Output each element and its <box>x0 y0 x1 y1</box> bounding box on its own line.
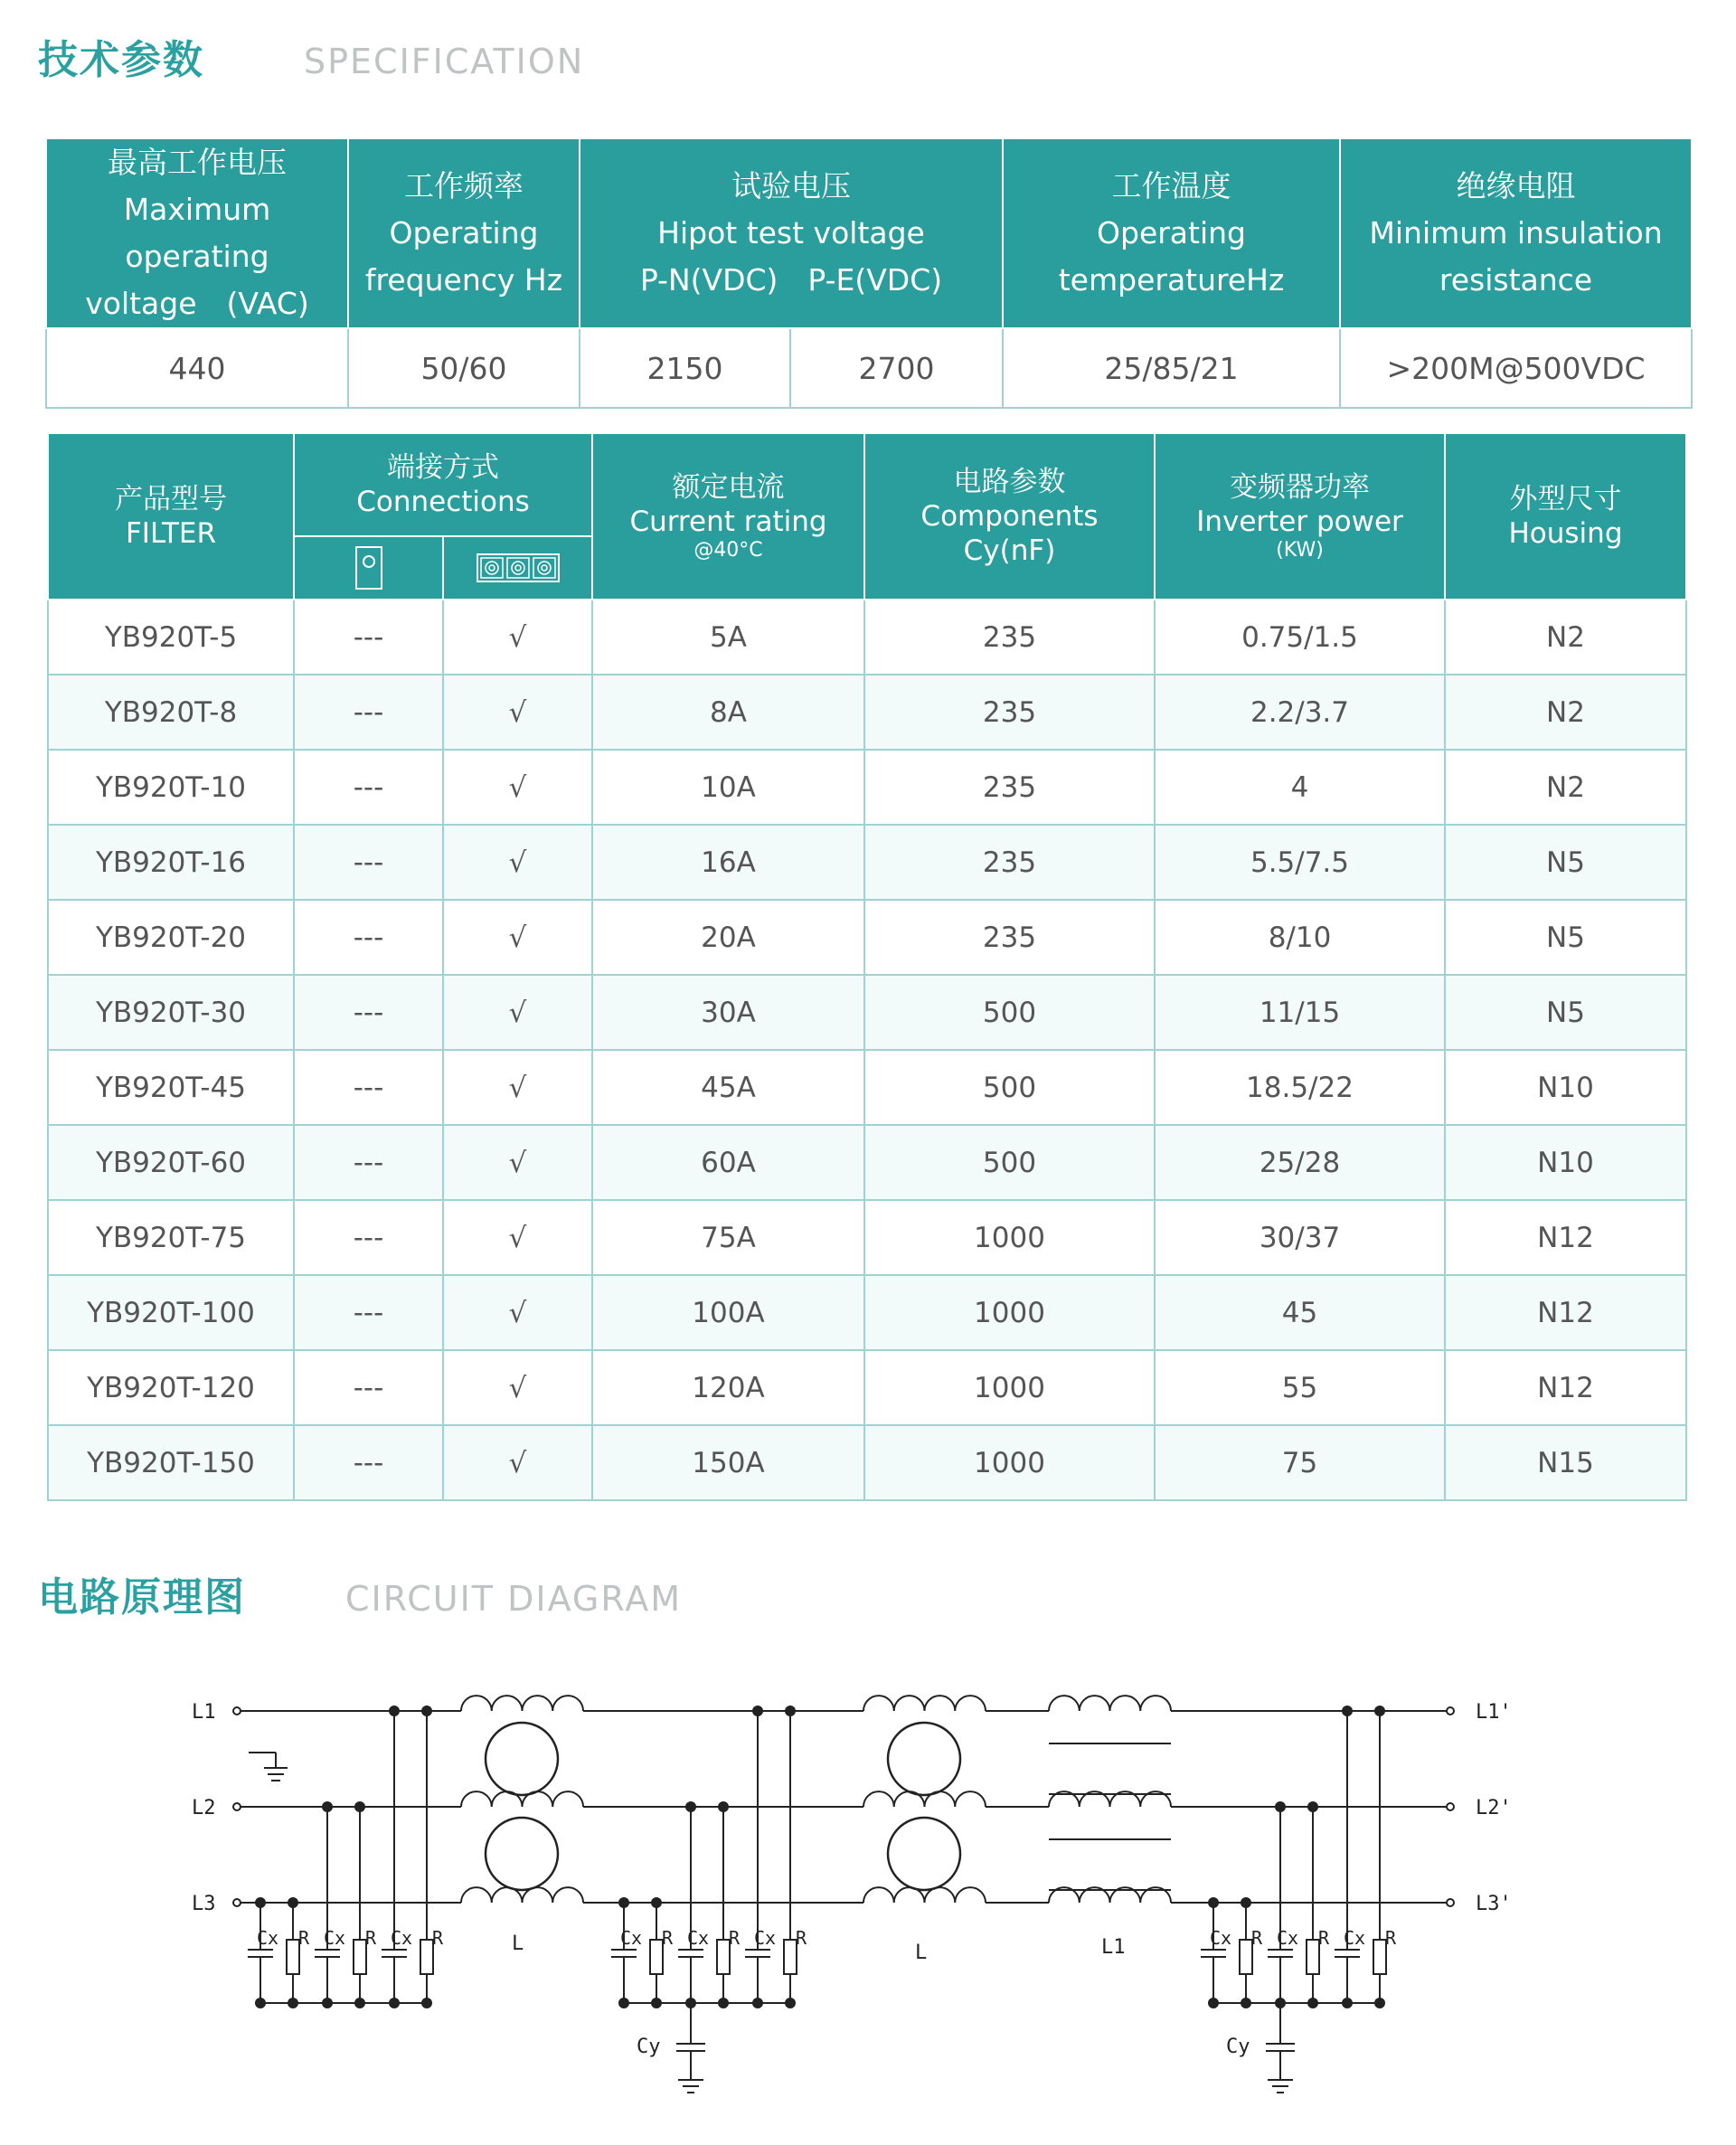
cell-conn-2: √ <box>443 900 592 975</box>
cell-power: 75 <box>1155 1425 1445 1500</box>
cell-conn-1: --- <box>294 600 443 675</box>
cell-model: YB920T-5 <box>48 600 294 675</box>
resistor <box>420 1940 433 1974</box>
junction-dot <box>288 1998 298 2008</box>
cx-label: Cx <box>324 1927 346 1949</box>
cell-model: YB920T-8 <box>48 675 294 750</box>
cell-conn-1: --- <box>294 750 443 825</box>
cell-power: 11/15 <box>1155 975 1445 1050</box>
cell-conn-2: √ <box>443 1275 592 1350</box>
cell-cy: 235 <box>864 675 1155 750</box>
cell-model: YB920T-150 <box>48 1425 294 1500</box>
junction-dot <box>322 1998 333 2008</box>
cell-conn-1: --- <box>294 1275 443 1350</box>
resistor <box>784 1940 797 1974</box>
cell-power: 0.75/1.5 <box>1155 600 1445 675</box>
table-row <box>48 900 1686 975</box>
inductor-coil <box>1049 1696 1171 1711</box>
header-connections: 端接方式 Connections <box>294 433 592 536</box>
product-table <box>47 432 1687 1501</box>
junction-dot <box>718 1998 729 2008</box>
junction-dot <box>1241 1998 1251 2008</box>
cell-cy: 1000 <box>864 1350 1155 1425</box>
inductor-label-1: L <box>512 1932 524 1955</box>
triple-terminal-icon <box>476 553 560 582</box>
cell-current: 30A <box>592 975 864 1050</box>
cell-housing: N2 <box>1445 600 1686 675</box>
cell-power: 5.5/7.5 <box>1155 825 1445 900</box>
r-label: R <box>796 1927 807 1949</box>
cell-conn-1: --- <box>294 1350 443 1425</box>
output-label-2: L2' <box>1476 1797 1512 1819</box>
cell-current: 45A <box>592 1050 864 1125</box>
table-row <box>48 1275 1686 1350</box>
resistor <box>354 1940 366 1974</box>
cy-label: Cy <box>1226 2036 1250 2058</box>
input-label-1: L1 <box>192 1701 216 1724</box>
output-terminal <box>1447 1707 1454 1715</box>
cell-conn-2: √ <box>443 1350 592 1425</box>
cell-power: 25/28 <box>1155 1125 1445 1200</box>
choke-core <box>486 1723 558 1795</box>
single-terminal-icon <box>354 545 383 591</box>
cx-label: Cx <box>1210 1927 1232 1949</box>
junction-dot <box>785 1998 796 2008</box>
circuit-diagram <box>0 1646 1736 2116</box>
junction-dot <box>354 1998 365 2008</box>
inductor-label-3: L1 <box>1101 1936 1126 1959</box>
cell-power: 8/10 <box>1155 900 1445 975</box>
cell-housing: N12 <box>1445 1350 1686 1425</box>
cell-conn-2: √ <box>443 825 592 900</box>
connection-type-1 <box>294 536 443 600</box>
cell-conn-1: --- <box>294 1125 443 1200</box>
cell-cy: 235 <box>864 750 1155 825</box>
cell-housing: N2 <box>1445 750 1686 825</box>
inductor-coil <box>863 1791 986 1807</box>
r-label: R <box>1251 1927 1263 1949</box>
junction-dot <box>389 1998 400 2008</box>
cell-current: 75A <box>592 1200 864 1275</box>
input-label-3: L3 <box>192 1893 216 1915</box>
cell-cy: 1000 <box>864 1200 1155 1275</box>
resistor <box>717 1940 730 1974</box>
cell-conn-2: √ <box>443 750 592 825</box>
cell-power: 4 <box>1155 750 1445 825</box>
cell-conn-2: √ <box>443 975 592 1050</box>
table-row <box>48 1050 1686 1125</box>
cell-housing: N5 <box>1445 975 1686 1050</box>
circuit-title-cn: 电路原理图 <box>38 1574 246 1621</box>
circuit-title-en: CIRCUIT DIAGRAM <box>345 1579 682 1619</box>
cell-housing: N2 <box>1445 675 1686 750</box>
resistor <box>1307 1940 1319 1974</box>
cell-conn-2: √ <box>443 600 592 675</box>
cell-cy: 1000 <box>864 1425 1155 1500</box>
cell-current: 60A <box>592 1125 864 1200</box>
spec-table <box>45 137 1693 409</box>
inductor-coil <box>461 1696 583 1711</box>
resistor <box>1373 1940 1386 1974</box>
cell-current: 150A <box>592 1425 864 1500</box>
cell-model: YB920T-10 <box>48 750 294 825</box>
cx-label: Cx <box>1344 1927 1366 1949</box>
table-row <box>48 1350 1686 1425</box>
cell-conn-1: --- <box>294 825 443 900</box>
r-label: R <box>1318 1927 1330 1949</box>
header-inverter-power: 变频器功率 Inverter power (KW) <box>1155 433 1445 600</box>
cx-label: Cx <box>687 1927 710 1949</box>
cell-housing: N10 <box>1445 1050 1686 1125</box>
spec-value-frequency: 50/60 <box>348 328 580 408</box>
header-current: 额定电流 Current rating @40°C <box>592 433 864 600</box>
cell-current: 10A <box>592 750 864 825</box>
circuit-section-title <box>38 1564 682 1622</box>
cell-cy: 500 <box>864 1050 1155 1125</box>
resistor <box>1240 1940 1252 1974</box>
table-row <box>48 1125 1686 1200</box>
cell-power: 18.5/22 <box>1155 1050 1445 1125</box>
cell-housing: N15 <box>1445 1425 1686 1500</box>
cell-model: YB920T-20 <box>48 900 294 975</box>
header-components: 电路参数 Components Cy(nF) <box>864 433 1155 600</box>
output-terminal <box>1447 1899 1454 1906</box>
cx-label: Cx <box>620 1927 643 1949</box>
input-terminal <box>233 1707 241 1715</box>
cell-model: YB920T-120 <box>48 1350 294 1425</box>
spec-title-cn: 技术参数 <box>38 37 204 83</box>
choke-core <box>888 1818 960 1890</box>
output-label-1: L1' <box>1476 1701 1512 1724</box>
cx-label: Cx <box>391 1927 413 1949</box>
cell-current: 16A <box>592 825 864 900</box>
junction-dot <box>651 1998 662 2008</box>
cx-label: Cx <box>257 1927 279 1949</box>
table-row <box>48 600 1686 675</box>
table-row <box>48 750 1686 825</box>
cell-conn-1: --- <box>294 1425 443 1500</box>
choke-core <box>888 1723 960 1795</box>
cell-housing: N12 <box>1445 1275 1686 1350</box>
table-row <box>48 1200 1686 1275</box>
cell-conn-2: √ <box>443 1125 592 1200</box>
cx-label: Cx <box>1277 1927 1299 1949</box>
cell-cy: 500 <box>864 975 1155 1050</box>
junction-dot <box>255 1998 266 2008</box>
cell-model: YB920T-60 <box>48 1125 294 1200</box>
cell-model: YB920T-45 <box>48 1050 294 1125</box>
cell-housing: N5 <box>1445 825 1686 900</box>
cell-cy: 1000 <box>864 1275 1155 1350</box>
cell-cy: 500 <box>864 1125 1155 1200</box>
cell-current: 120A <box>592 1350 864 1425</box>
r-label: R <box>365 1927 377 1949</box>
input-terminal <box>233 1803 241 1810</box>
cell-conn-1: --- <box>294 1050 443 1125</box>
spec-value-pe: 2700 <box>790 328 1003 408</box>
cell-cy: 235 <box>864 825 1155 900</box>
input-label-2: L2 <box>192 1797 216 1819</box>
cell-conn-1: --- <box>294 1200 443 1275</box>
cell-current: 8A <box>592 675 864 750</box>
cell-power: 30/37 <box>1155 1200 1445 1275</box>
table-row <box>48 975 1686 1050</box>
resistor <box>650 1940 663 1974</box>
cell-model: YB920T-75 <box>48 1200 294 1275</box>
cx-label: Cx <box>754 1927 777 1949</box>
inductor-coil <box>863 1696 986 1711</box>
cell-conn-1: --- <box>294 975 443 1050</box>
spec-section-title <box>38 27 584 85</box>
header-model: 产品型号 FILTER <box>48 433 294 600</box>
junction-dot <box>752 1998 763 2008</box>
resistor <box>287 1940 299 1974</box>
input-terminal <box>233 1899 241 1906</box>
cell-current: 5A <box>592 600 864 675</box>
spec-header-frequency: 工作频率 Operating frequency Hz <box>348 138 580 328</box>
spec-header-temperature: 工作温度 Operating temperatureHz <box>1003 138 1340 328</box>
junction-dot <box>1342 1998 1353 2008</box>
cell-current: 20A <box>592 900 864 975</box>
table-row <box>48 675 1686 750</box>
header-housing: 外型尺寸 Housing <box>1445 433 1686 600</box>
cell-power: 2.2/3.7 <box>1155 675 1445 750</box>
spec-header-insulation: 绝缘电阻 Minimum insulation resistance <box>1340 138 1692 328</box>
junction-dot <box>421 1998 432 2008</box>
spec-value-voltage: 440 <box>46 328 348 408</box>
cell-conn-1: --- <box>294 675 443 750</box>
r-label: R <box>662 1927 674 1949</box>
cell-housing: N5 <box>1445 900 1686 975</box>
spec-value-pn: 2150 <box>580 328 790 408</box>
r-label: R <box>298 1927 310 1949</box>
junction-dot <box>618 1998 629 2008</box>
cell-conn-2: √ <box>443 1200 592 1275</box>
table-row <box>48 1425 1686 1500</box>
cell-housing: N10 <box>1445 1125 1686 1200</box>
cell-model: YB920T-16 <box>48 825 294 900</box>
cell-model: YB920T-100 <box>48 1275 294 1350</box>
table-row <box>48 825 1686 900</box>
junction-dot <box>1307 1998 1318 2008</box>
connection-type-2 <box>443 536 592 600</box>
cell-model: YB920T-30 <box>48 975 294 1050</box>
r-label: R <box>1385 1927 1397 1949</box>
choke-core <box>486 1818 558 1890</box>
junction-dot <box>1374 1998 1385 2008</box>
cell-conn-2: √ <box>443 675 592 750</box>
cell-power: 55 <box>1155 1350 1445 1425</box>
spec-value-insulation: >200M@500VDC <box>1340 328 1692 408</box>
cell-conn-1: --- <box>294 900 443 975</box>
output-terminal <box>1447 1803 1454 1810</box>
inductor-coil <box>461 1791 583 1807</box>
cell-conn-2: √ <box>443 1050 592 1125</box>
spec-value-temperature: 25/85/21 <box>1003 328 1340 408</box>
spec-header-hipot: 试验电压 Hipot test voltage P-N(VDC) P-E(VDC) <box>580 138 1003 328</box>
cell-cy: 235 <box>864 600 1155 675</box>
spec-title-en: SPECIFICATION <box>304 42 585 81</box>
cell-housing: N12 <box>1445 1200 1686 1275</box>
output-label-3: L3' <box>1476 1893 1512 1915</box>
inductor-label-2: L <box>915 1942 928 1964</box>
cell-cy: 235 <box>864 900 1155 975</box>
r-label: R <box>729 1927 741 1949</box>
junction-dot <box>1208 1998 1219 2008</box>
cell-conn-2: √ <box>443 1425 592 1500</box>
cy-label: Cy <box>637 2036 661 2058</box>
spec-header-voltage: 最高工作电压 Maximum operating voltage (VAC) <box>46 138 348 328</box>
cell-power: 45 <box>1155 1275 1445 1350</box>
r-label: R <box>432 1927 444 1949</box>
cell-current: 100A <box>592 1275 864 1350</box>
